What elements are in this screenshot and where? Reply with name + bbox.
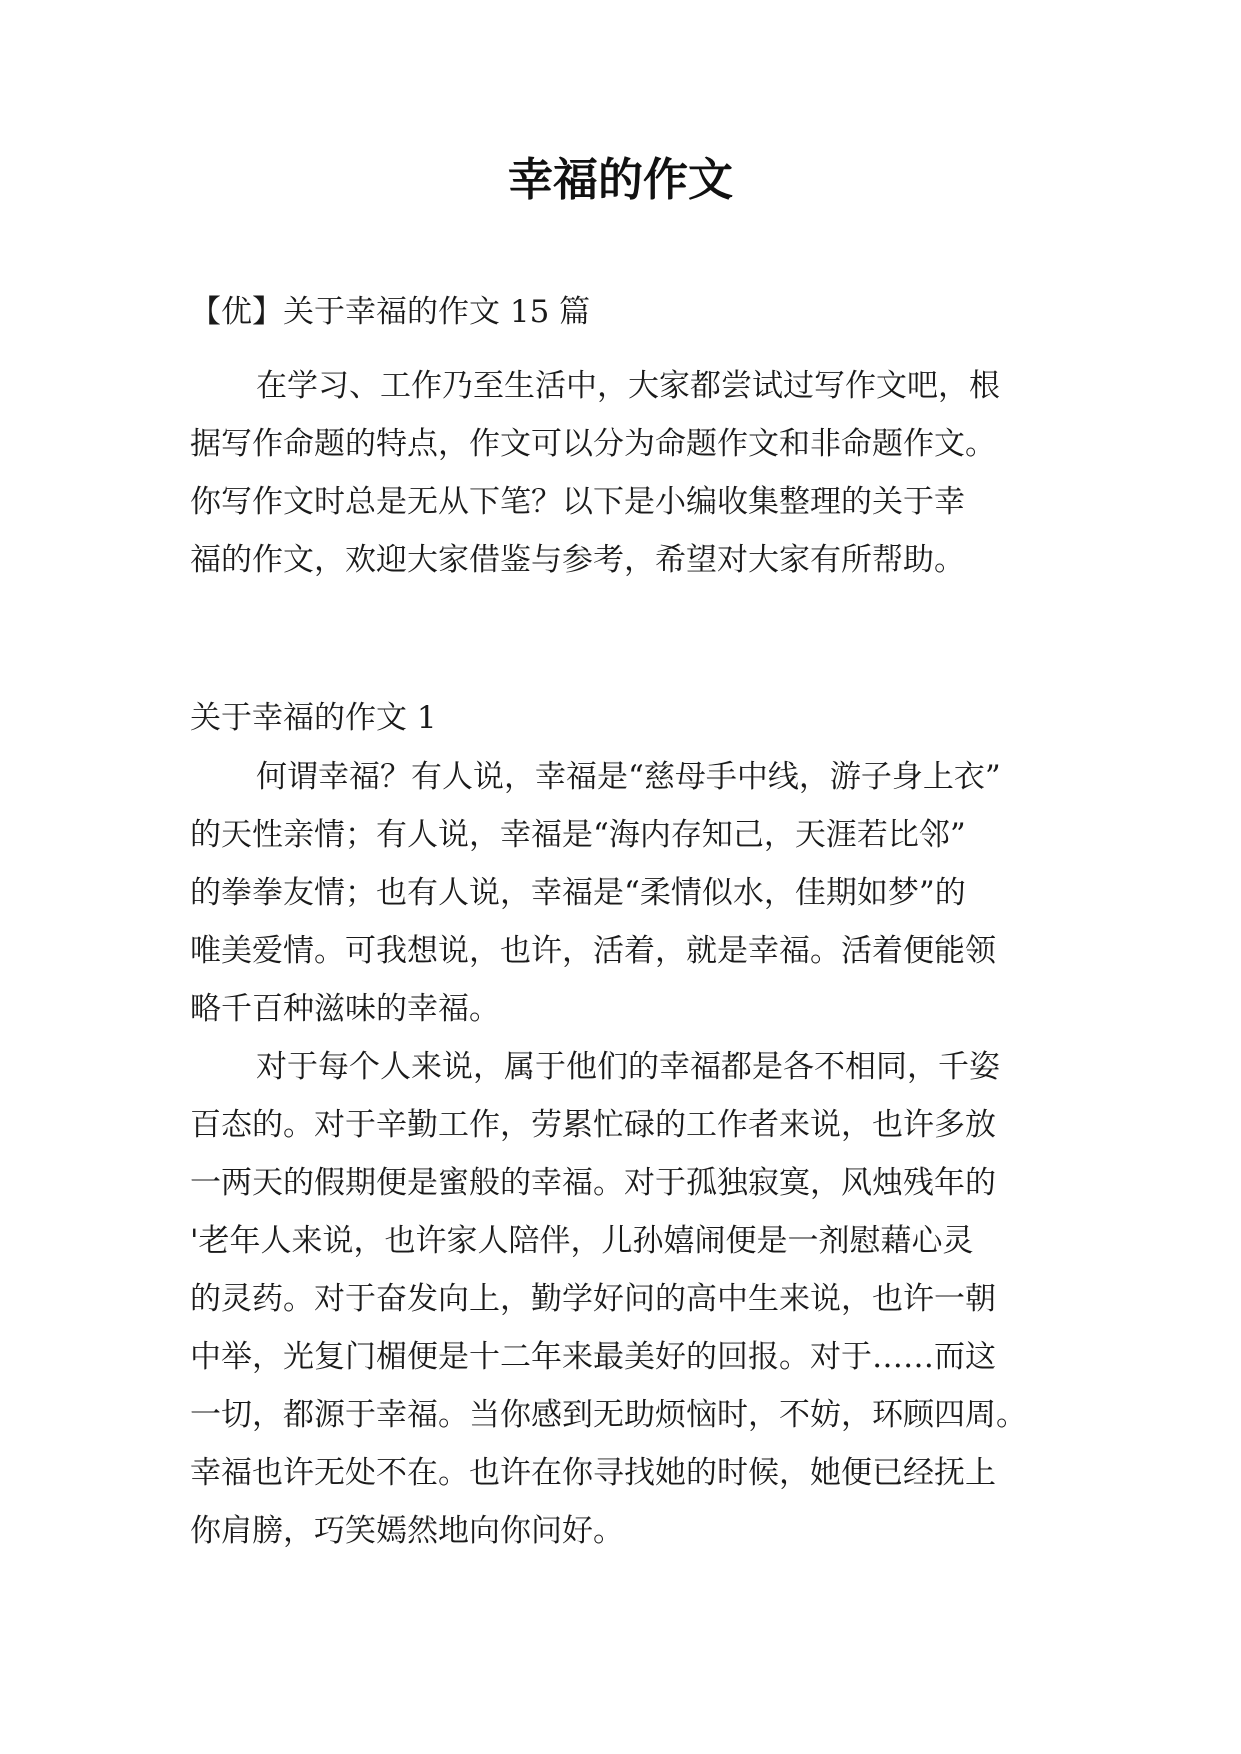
paragraph-line: 何谓幸福？有人说，幸福是“慈母手中线，游子身上衣” <box>256 759 1001 795</box>
section-heading: 关于幸福的作文 1 <box>190 700 437 736</box>
intro-paragraph <box>190 357 1060 589</box>
intro-line: 据写作命题的特点，作文可以分为命题作文和非命题作文。 <box>190 426 996 462</box>
paragraph-line: 的拳拳友情；也有人说，幸福是“柔情似水，佳期如梦”的 <box>190 875 966 911</box>
document-title: 幸福的作文 <box>507 153 733 206</box>
intro-line: 福的作文，欢迎大家借鉴与参考，希望对大家有所帮助。 <box>190 542 965 578</box>
intro-line: 在学习、工作乃至生活中，大家都尝试过写作文吧，根 <box>256 368 1000 404</box>
intro-line: 你写作文时总是无从下笔？以下是小编收集整理的关于幸 <box>190 484 965 520</box>
paragraph-line: 略千百种滋味的幸福。 <box>190 991 500 1027</box>
paragraph-line: 的灵药。对于奋发向上，勤学好问的高中生来说，也许一朝 <box>190 1281 996 1317</box>
paragraph-line: '老年人来说，也许家人陪伴，儿孙嬉闹便是一剂慰藉心灵 <box>190 1223 974 1259</box>
paragraph-line: 一两天的假期便是蜜般的幸福。对于孤独寂寞，风烛残年的 <box>190 1165 996 1201</box>
document-subtitle: 【优】关于幸福的作文 15 篇 <box>190 294 591 330</box>
paragraph-line: 的天性亲情；有人说，幸福是“海内存知己，天涯若比邻” <box>190 817 966 853</box>
body-paragraph-1 <box>190 748 1060 1038</box>
paragraph-line: 对于每个人来说，属于他们的幸福都是各不相同，千姿 <box>256 1049 1000 1085</box>
paragraph-line: 你肩膀，巧笑嫣然地向你问好。 <box>190 1513 624 1549</box>
paragraph-line: 百态的。对于辛勤工作，劳累忙碌的工作者来说，也许多放 <box>190 1107 996 1143</box>
paragraph-line: 唯美爱情。可我想说，也许，活着，就是幸福。活着便能领 <box>190 933 996 969</box>
body-paragraph-2 <box>190 1038 1060 1560</box>
paragraph-line: 幸福也许无处不在。也许在你寻找她的时候，她便已经抚上 <box>190 1455 996 1491</box>
paragraph-line: 中举，光复门楣便是十二年来最美好的回报。对于……而这 <box>190 1339 996 1375</box>
paragraph-line: 一切，都源于幸福。当你感到无助烦恼时，不妨，环顾四周。 <box>190 1397 1027 1433</box>
